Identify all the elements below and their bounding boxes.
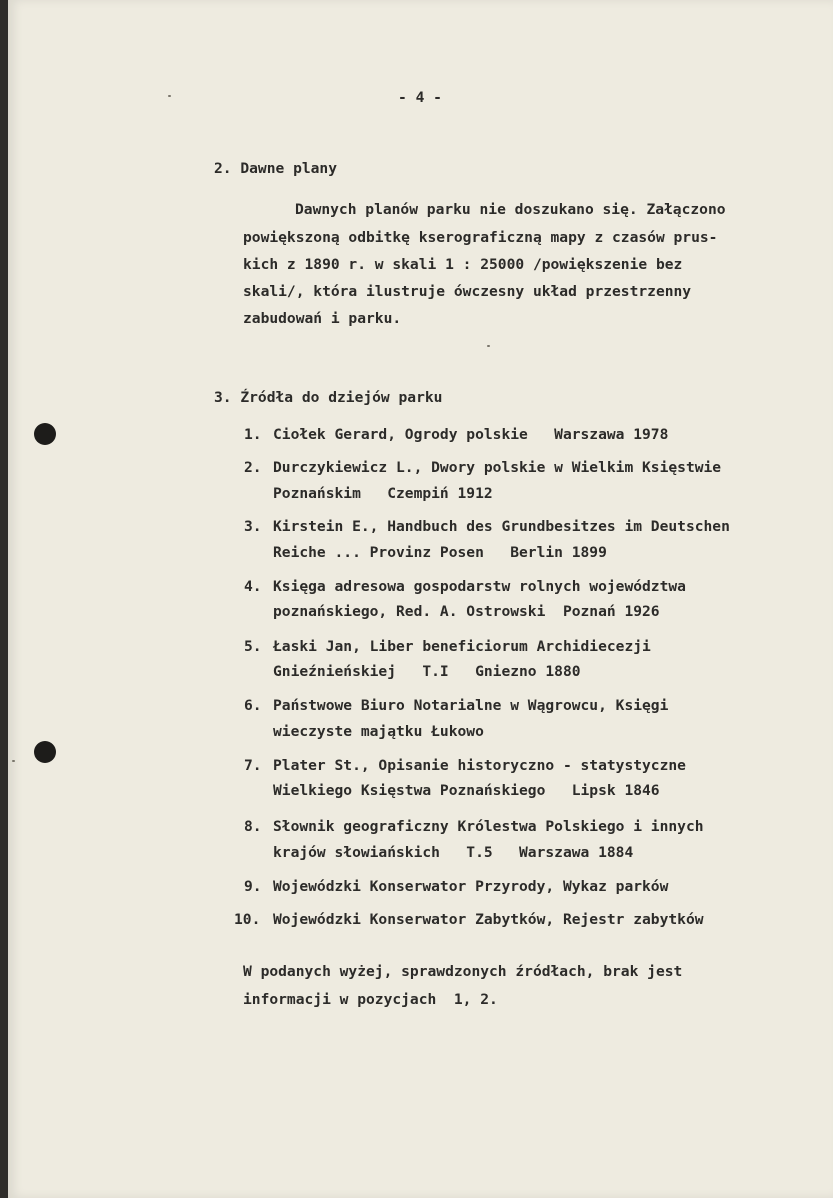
source-item-text: Ciołek Gerard, Ogrody polskie Warszawa 1978 (273, 426, 669, 443)
source-item-number: 9. (244, 878, 262, 895)
paper-speck (168, 95, 171, 97)
source-item-text: poznańskiego, Red. A. Ostrowski Poznań 1926 (273, 603, 660, 620)
source-item-text: Wojewódzki Konserwator Przyrody, Wykaz parków (273, 878, 669, 895)
section-2-heading: 2. Dawne plany (214, 160, 338, 177)
punch-hole (34, 741, 56, 763)
source-item-number: 6. (244, 697, 262, 714)
source-item-number: 7. (244, 757, 262, 774)
closing-note-line: W podanych wyżej, sprawdzonych źródłach, brak jest (243, 963, 683, 980)
source-item-text: Państwowe Biuro Notarialne w Wągrowcu, Księgi (273, 697, 669, 714)
source-item-number: 2. (244, 459, 262, 476)
source-item-number: 5. (244, 638, 262, 655)
source-item-number: 1. (244, 426, 262, 443)
section-2-paragraph-line: zabudowań i parku. (243, 310, 402, 327)
source-item-text: wieczyste majątku Łukowo (273, 723, 484, 740)
source-item-text: Księga adresowa gospodarstw rolnych województwa (273, 578, 686, 595)
source-item-text: krajów słowiańskich T.5 Warszawa 1884 (273, 844, 634, 861)
source-item-text: Wojewódzki Konserwator Zabytków, Rejestr zabytków (273, 911, 704, 928)
source-item-text: Łaski Jan, Liber beneficiorum Archidiecezji (273, 638, 651, 655)
page-number: - 4 - (398, 89, 442, 106)
source-item-number: 8. (244, 818, 262, 835)
paper-speck (12, 760, 15, 762)
source-item-text: Poznańskim Czempiń 1912 (273, 485, 493, 502)
source-item-number: 10. (234, 911, 261, 928)
source-item-text: Reiche ... Provinz Posen Berlin 1899 (273, 544, 607, 561)
section-2-paragraph-line: Dawnych planów parku nie doszukano się. Załączono (295, 201, 726, 218)
section-2-paragraph-line: kich z 1890 r. w skali 1 : 25000 /powiększenie bez (243, 256, 683, 273)
source-item-text: Kirstein E., Handbuch des Grundbesitzes im Deutschen (273, 518, 730, 535)
source-item-text: Słownik geograficzny Królestwa Polskiego i innych (273, 818, 704, 835)
source-item-text: Durczykiewicz L., Dwory polskie w Wielkim Księstwie (273, 459, 722, 476)
source-item-number: 3. (244, 518, 262, 535)
scan-edge (0, 0, 8, 1198)
closing-note-line: informacji w pozycjach 1, 2. (243, 991, 498, 1008)
source-item-text: Gnieźnieńskiej T.I Gniezno 1880 (273, 663, 581, 680)
section-2-paragraph-line: skali/, która ilustruje ówczesny układ przestrzenny (243, 283, 692, 300)
section-2-paragraph-line: powiększoną odbitkę kserograficzną mapy z czasów prus- (243, 229, 718, 246)
source-item-text: Wielkiego Księstwa Poznańskiego Lipsk 1846 (273, 782, 660, 799)
paper-speck (487, 345, 490, 347)
document-page (8, 0, 833, 1198)
section-3-heading: 3. Źródła do dziejów parku (214, 389, 443, 406)
punch-hole (34, 423, 56, 445)
source-item-text: Plater St., Opisanie historyczno - statystyczne (273, 757, 686, 774)
source-item-number: 4. (244, 578, 262, 595)
